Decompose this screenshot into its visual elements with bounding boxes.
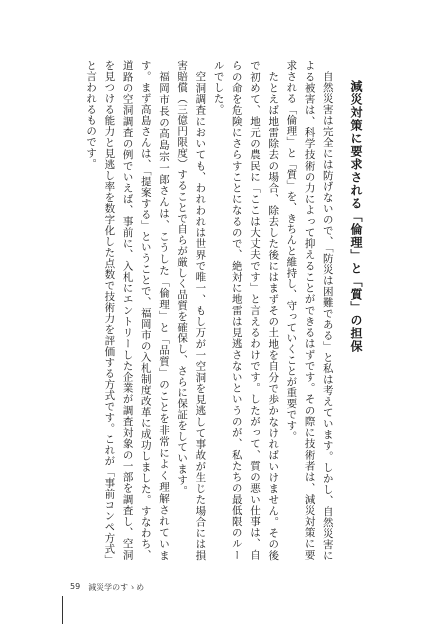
section-heading: 減災対策に要求される「倫理」と「質」の担保 <box>349 80 363 353</box>
running-title: 減災学のすゝめ <box>88 583 145 592</box>
page-footer <box>70 582 144 593</box>
paragraph-4: 福岡市長の高島宗一郎さんは、こうした「倫理」と「品質」のことを非常によく理解されています。まず高島さんは、「提案する」ということで、福岡市の入札制度改革に成功しました。すなわち、道路の空洞調査の例でいえば、事前に、入札にエントリーした企業が調査対象の一部を調査し、空洞を見つける能力と見逃し率を数字化した点数で技術力を評価する方式です。これが「事前コンペ方式」と言われるものです。 <box>85 60 170 560</box>
paragraph-3: 空洞調査においても、われわれは世界で唯一、もし万が一空洞を見逃して事故が生じた場合には損害賠償（三億円限度）することで自らが厳しく品質を確保し、さらに保証をしています。 <box>176 60 207 560</box>
paragraph-1: 自然災害は完全には防げないので、「防災は困難である」と私は考えています。しかし、自然災害による被害は、科学技術の力によって抑えることができるはずです。その際に技術者は、減災対策に要求される「倫理」と「質」を、きちんと維持し、守っていくことが重要です。 <box>285 60 334 560</box>
paragraph-2: たとえば地雷除去の場合、除去した後にはまずその土地を自分で歩かなければいけません。その後で初めて、地元の農民に「ここは大丈夫です」と言えるわけです。したがって、質の悪い仕事は、自らの命を危険にさらすことになるので、絶対に地雷は見逃さないというのが、私たちの最低限のルールでした。 <box>212 60 280 560</box>
page-number: 59 <box>70 582 81 591</box>
margin-rule <box>62 596 63 624</box>
body-text <box>55 60 365 560</box>
